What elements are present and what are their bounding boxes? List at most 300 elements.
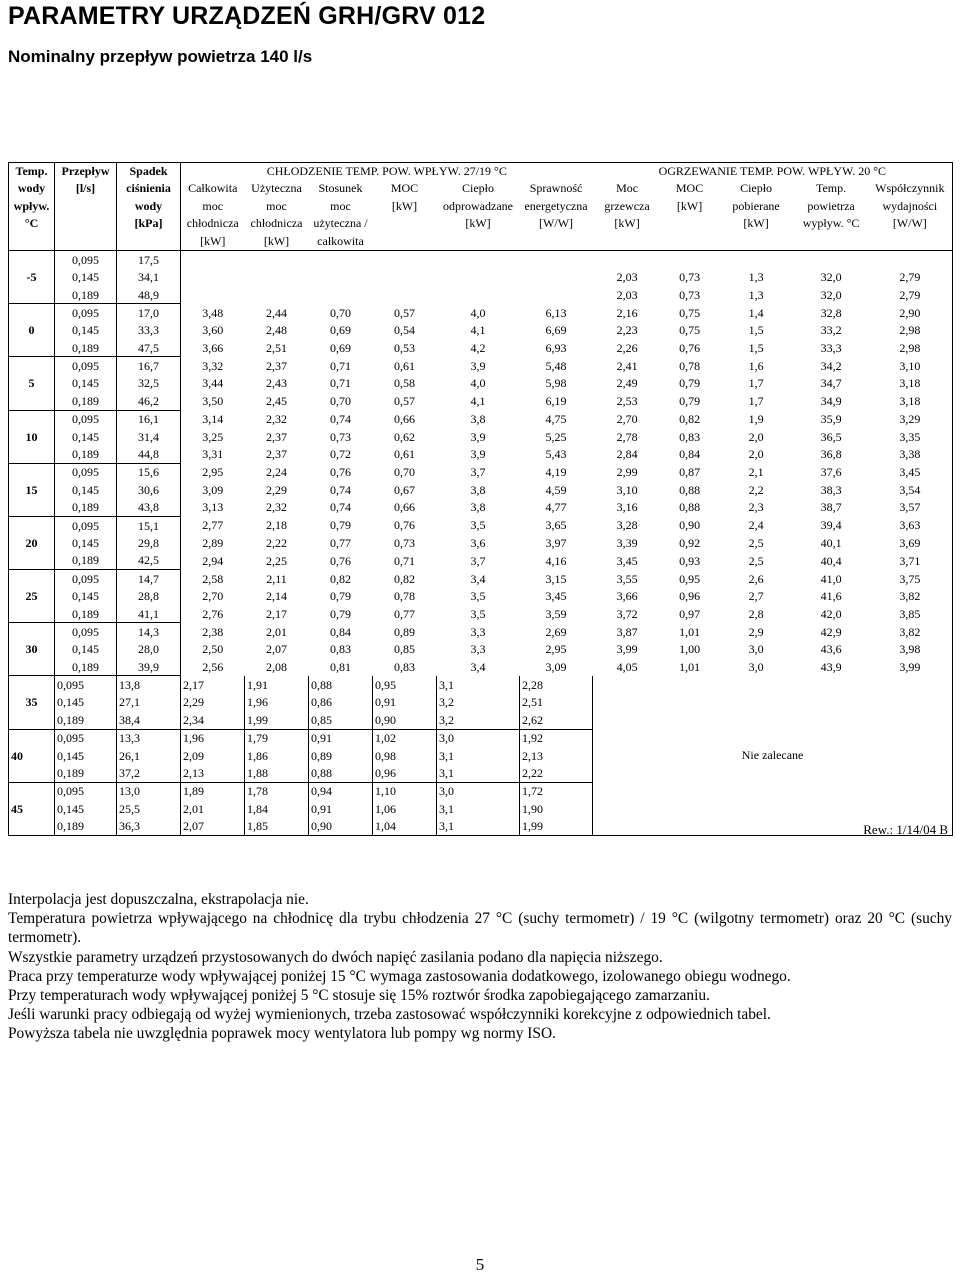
table-row <box>9 658 953 676</box>
cooling-value-cell: 0,61 <box>394 447 415 462</box>
heating-value-cell: 3,38 <box>868 445 953 463</box>
pressure-drop-cell: 15,6 <box>117 463 181 481</box>
heating-value-cell: 3,35 <box>868 428 953 445</box>
cooling-value-cell: 2,29 <box>266 482 287 497</box>
note: Interpolacja jest dopuszczalna, ekstrapolacja nie. <box>8 891 309 908</box>
cooling-value-cell: 4,1 <box>470 394 486 409</box>
flow-cell: 0,189 <box>55 392 117 410</box>
cooling-value-cell: 0,89 <box>394 624 415 639</box>
cooling-value-cell: 1,10 <box>373 782 437 800</box>
cooling-value-cell: 4,1 <box>470 323 486 338</box>
cooling-value-cell: 3,48 <box>202 305 224 320</box>
cooling-value-cell: 1,99 <box>520 818 593 836</box>
table-body <box>9 251 953 836</box>
cooling-value-cell: 3,97 <box>545 535 567 550</box>
cooling-value-cell: 3,50 <box>202 394 224 409</box>
flow-cell: 0,189 <box>55 605 117 623</box>
revision-label: Rew.: 1/14/04 B <box>863 822 948 837</box>
table-row <box>9 481 953 498</box>
heating-value-cell: 2,41 <box>616 358 638 373</box>
heating-value-cell: 0,83 <box>679 429 701 444</box>
cooling-value-cell: 2,37 <box>266 447 287 462</box>
water-temp-cell: 15 <box>9 463 55 516</box>
heating-value-cell: 1,6 <box>748 358 764 373</box>
cooling-value-cell: 0,91 <box>373 694 437 711</box>
cooling-value-cell: 2,14 <box>266 589 287 604</box>
cooling-value-cell: 0,66 <box>394 411 415 426</box>
cooling-value-cell: 0,94 <box>309 782 373 800</box>
heating-value-cell: 0,79 <box>679 394 701 409</box>
cooling-value-cell: 0,73 <box>394 535 415 550</box>
heating-value-cell: 2,78 <box>616 429 638 444</box>
cooling-value-cell: 3,65 <box>545 518 567 533</box>
heating-value-cell: 2,23 <box>616 323 638 338</box>
cooling-value-cell: 3,8 <box>470 411 486 426</box>
heating-value-cell: 40,4 <box>820 553 842 568</box>
flow-cell: 0,189 <box>55 445 117 463</box>
cooling-value-cell: 4,16 <box>545 553 567 568</box>
cooling-value-cell: 0,79 <box>330 518 351 533</box>
cooling-value-cell: 6,13 <box>545 305 567 320</box>
cooling-value-cell: 2,32 <box>266 411 287 426</box>
cooling-value-cell: 5,98 <box>545 376 567 391</box>
cooling-value-cell: 3,1 <box>437 676 520 694</box>
cooling-value-cell: 1,72 <box>520 782 593 800</box>
heating-value-cell: 2,53 <box>616 394 638 409</box>
heating-value-cell: 2,49 <box>616 376 638 391</box>
water-temp-cell: 5 <box>9 357 55 410</box>
cooling-value-cell: 3,8 <box>470 482 486 497</box>
note: Przy temperaturach wody wpływającej poniżej 5 °C stosuje się 15% roztwór środka zapobiegającego zamarzaniu. <box>8 987 710 1005</box>
heating-value-cell: 1,00 <box>679 642 701 657</box>
parameters-table <box>8 162 953 836</box>
table-row <box>9 304 953 322</box>
cooling-value-cell: 3,59 <box>545 606 567 621</box>
heating-value-cell: 2,26 <box>616 340 638 355</box>
heating-value-cell: 43,6 <box>820 642 842 657</box>
heating-value-cell: 39,4 <box>820 518 842 533</box>
heating-value-cell: 2,4 <box>748 518 764 533</box>
pressure-drop-cell: 15,1 <box>117 516 181 534</box>
heating-value-cell: 3,18 <box>868 392 953 410</box>
cooling-value-cell: 2,13 <box>181 764 245 782</box>
cooling-value-cell: 6,69 <box>545 323 567 338</box>
heating-value-cell: 0,84 <box>679 447 701 462</box>
cooling-value-cell: 2,32 <box>266 500 287 515</box>
heating-value-cell: 0,76 <box>679 340 701 355</box>
cooling-value-cell: 0,58 <box>394 376 415 391</box>
pressure-drop-cell: 14,7 <box>117 570 181 588</box>
pressure-drop-cell: 17,5 <box>117 251 181 269</box>
heating-value-cell: 3,75 <box>868 570 953 588</box>
flow-cell: 0,095 <box>55 357 117 375</box>
cooling-value-cell: 2,44 <box>266 305 287 320</box>
pressure-drop-cell: 13,3 <box>117 729 181 747</box>
cooling-value-cell: 4,75 <box>545 411 567 426</box>
heating-value-cell: 0,96 <box>679 589 701 604</box>
cooling-value-cell: 0,76 <box>394 518 415 533</box>
cooling-value-cell: 4,0 <box>470 305 486 320</box>
flow-cell: 0,095 <box>55 676 117 694</box>
heating-value-cell: 35,9 <box>820 411 842 426</box>
heating-value-cell: 2,70 <box>616 411 638 426</box>
table-row <box>9 428 953 445</box>
cooling-value-cell: 3,14 <box>202 411 224 426</box>
heating-value-cell: 2,0 <box>748 429 764 444</box>
cooling-value-cell: 2,17 <box>181 676 245 694</box>
water-temp-cell: 45 <box>9 782 55 835</box>
cooling-value-cell: 1,86 <box>245 747 309 764</box>
cooling-value-cell: 0,53 <box>394 340 415 355</box>
cooling-value-cell: 2,76 <box>202 606 224 621</box>
header-temp: Temp. wody wpływ. °C <box>9 163 55 251</box>
cooling-value-cell: 3,9 <box>470 429 486 444</box>
pressure-drop-cell: 44,8 <box>117 445 181 463</box>
header-cooling-col: Użyteczna moc chłodnicza [kW] <box>245 180 309 250</box>
cooling-value-cell: 1,02 <box>373 729 437 747</box>
cooling-value-cell: 3,0 <box>437 729 520 747</box>
cooling-value-cell: 0,74 <box>330 500 351 515</box>
heating-value-cell: 1,5 <box>748 323 764 338</box>
pressure-drop-cell: 46,2 <box>117 392 181 410</box>
heating-value-cell: 3,99 <box>868 658 953 676</box>
cooling-value-cell: 1,85 <box>245 818 309 836</box>
flow-cell: 0,189 <box>55 711 117 729</box>
heating-value-cell: 3,54 <box>868 481 953 498</box>
pressure-drop-cell: 47,5 <box>117 339 181 357</box>
heating-value-cell: 0,88 <box>679 500 701 515</box>
heating-value-cell: 1,3 <box>748 287 764 302</box>
cooling-value-cell: 4,0 <box>470 376 486 391</box>
cooling-value-cell: 0,72 <box>330 447 351 462</box>
cooling-value-cell: 3,4 <box>470 659 486 674</box>
heating-value-cell: 0,82 <box>679 411 701 426</box>
cooling-value-cell: 0,76 <box>330 553 351 568</box>
heating-value-cell: 3,85 <box>868 605 953 623</box>
cooling-value-cell: 0,82 <box>330 571 351 586</box>
water-temp-cell: 25 <box>9 570 55 623</box>
heating-value-cell: 40,1 <box>820 535 842 550</box>
page-subtitle: Nominalny przepływ powietrza 140 l/s <box>8 47 313 66</box>
heating-value-cell: 3,63 <box>868 516 953 534</box>
cooling-value-cell: 2,18 <box>266 518 287 533</box>
cooling-value-cell: 1,84 <box>245 800 309 817</box>
empty-cooling-cell <box>181 251 593 269</box>
cooling-value-cell: 5,43 <box>545 447 567 462</box>
flow-cell: 0,145 <box>55 481 117 498</box>
heating-value-cell: 2,03 <box>616 287 638 302</box>
cooling-value-cell: 3,60 <box>202 323 224 338</box>
heating-value-cell: 3,69 <box>868 534 953 551</box>
cooling-value-cell: 3,66 <box>202 340 224 355</box>
page-number: 5 <box>475 1255 485 1274</box>
cooling-value-cell: 0,88 <box>309 764 373 782</box>
cooling-value-cell: 3,09 <box>202 482 224 497</box>
cooling-value-cell: 0,79 <box>330 589 351 604</box>
water-temp-cell: -5 <box>9 251 55 304</box>
table-header <box>9 163 953 251</box>
flow-cell: 0,145 <box>55 800 117 817</box>
flow-cell: 0,095 <box>55 304 117 322</box>
cooling-value-cell: 2,01 <box>266 624 287 639</box>
pressure-drop-cell: 39,9 <box>117 658 181 676</box>
heating-value-cell: 33,2 <box>820 323 842 338</box>
cooling-value-cell: 2,56 <box>202 659 224 674</box>
header-heating-group: OGRZEWANIE TEMP. POW. WPŁYW. 20 °C <box>593 163 953 181</box>
heating-value-cell: 1,7 <box>748 376 764 391</box>
cooling-value-cell: 4,59 <box>545 482 567 497</box>
pressure-drop-cell: 32,5 <box>117 375 181 392</box>
cooling-value-cell: 0,54 <box>394 323 415 338</box>
cooling-value-cell: 3,13 <box>202 500 224 515</box>
cooling-value-cell: 1,06 <box>373 800 437 817</box>
cooling-value-cell: 2,50 <box>202 642 224 657</box>
cooling-value-cell: 1,90 <box>520 800 593 817</box>
cooling-value-cell: 5,48 <box>545 358 567 373</box>
pressure-drop-cell: 14,3 <box>117 623 181 641</box>
heating-value-cell: 41,0 <box>820 571 842 586</box>
cooling-value-cell: 0,78 <box>394 589 415 604</box>
cooling-value-cell: 3,6 <box>470 535 486 550</box>
cooling-value-cell: 2,89 <box>202 535 224 550</box>
pressure-drop-cell: 25,5 <box>117 800 181 817</box>
flow-cell: 0,095 <box>55 570 117 588</box>
heating-value-cell: 2,99 <box>616 465 638 480</box>
cooling-value-cell: 0,70 <box>394 465 415 480</box>
cooling-value-cell: 1,96 <box>245 694 309 711</box>
flow-cell: 0,145 <box>55 375 117 392</box>
pressure-drop-cell: 13,8 <box>117 676 181 694</box>
heating-value-cell: 0,95 <box>679 571 701 586</box>
cooling-value-cell: 3,15 <box>545 571 567 586</box>
cooling-value-cell: 3,1 <box>437 818 520 836</box>
heating-value-cell: 2,2 <box>748 482 764 497</box>
page-title: PARAMETRY URZĄDZEŃ GRH/GRV 012 <box>8 2 486 30</box>
cooling-value-cell: 1,89 <box>181 782 245 800</box>
flow-cell: 0,145 <box>55 322 117 339</box>
cooling-value-cell: 3,1 <box>437 800 520 817</box>
cooling-value-cell: 4,19 <box>545 465 567 480</box>
cooling-value-cell: 0,71 <box>394 553 415 568</box>
heating-value-cell: 2,98 <box>868 322 953 339</box>
cooling-value-cell: 3,2 <box>437 711 520 729</box>
cooling-value-cell: 3,44 <box>202 376 224 391</box>
pressure-drop-cell: 34,1 <box>117 268 181 285</box>
cooling-value-cell: 2,11 <box>266 571 287 586</box>
flow-cell: 0,095 <box>55 516 117 534</box>
cooling-value-cell: 2,77 <box>202 518 224 533</box>
cooling-value-cell: 0,74 <box>330 482 351 497</box>
heating-value-cell: 38,3 <box>820 482 842 497</box>
cooling-value-cell: 2,34 <box>181 711 245 729</box>
flow-cell: 0,095 <box>55 410 117 428</box>
heating-value-cell: 32,0 <box>820 270 842 285</box>
table-row <box>9 605 953 623</box>
cooling-value-cell: 3,2 <box>437 694 520 711</box>
heating-value-cell: 1,01 <box>679 624 701 639</box>
cooling-value-cell: 3,32 <box>202 358 224 373</box>
heating-value-cell: 37,6 <box>820 465 842 480</box>
heating-value-cell: 2,79 <box>868 268 953 285</box>
pressure-drop-cell: 17,0 <box>117 304 181 322</box>
cooling-value-cell: 0,96 <box>373 764 437 782</box>
heating-value-cell: 2,84 <box>616 447 638 462</box>
flow-cell: 0,189 <box>55 658 117 676</box>
header-heating-col: Ciepło pobierane [kW] <box>718 180 795 250</box>
water-temp-cell: 35 <box>9 676 55 729</box>
cooling-value-cell: 0,95 <box>373 676 437 694</box>
cooling-value-cell: 0,85 <box>394 642 415 657</box>
cooling-value-cell: 0,83 <box>394 659 415 674</box>
empty-cooling-cell <box>181 268 593 285</box>
cooling-value-cell: 2,38 <box>202 624 224 639</box>
flow-cell: 0,095 <box>55 463 117 481</box>
heating-value-cell: 3,99 <box>616 642 638 657</box>
cooling-value-cell: 0,91 <box>309 800 373 817</box>
cooling-value-cell: 0,71 <box>330 358 351 373</box>
cooling-value-cell: 1,79 <box>245 729 309 747</box>
header-cooling-col: Ciepło odprowadzane [kW] <box>437 180 520 250</box>
table-row <box>9 392 953 410</box>
pressure-drop-cell: 43,8 <box>117 499 181 517</box>
heating-value-cell: 3,82 <box>868 623 953 641</box>
table-row <box>9 445 953 463</box>
cooling-value-cell: 2,22 <box>520 764 593 782</box>
pressure-drop-cell: 28,8 <box>117 587 181 604</box>
cooling-value-cell: 0,73 <box>330 429 351 444</box>
heating-value-cell: 2,6 <box>748 571 764 586</box>
flow-cell: 0,189 <box>55 818 117 836</box>
heating-value-cell: 0,92 <box>679 535 701 550</box>
heating-value-cell: 2,1 <box>748 465 764 480</box>
flow-cell: 0,095 <box>55 251 117 269</box>
table-row <box>9 570 953 588</box>
table-row <box>9 375 953 392</box>
heating-value-cell: 2,8 <box>748 606 764 621</box>
cooling-value-cell: 3,3 <box>470 642 486 657</box>
cooling-value-cell: 6,19 <box>545 394 567 409</box>
table-row <box>9 516 953 534</box>
cooling-value-cell: 2,95 <box>202 465 224 480</box>
heating-value-cell: 2,7 <box>748 589 764 604</box>
cooling-value-cell: 2,01 <box>181 800 245 817</box>
cooling-value-cell: 2,24 <box>266 465 287 480</box>
cooling-value-cell: 0,74 <box>330 411 351 426</box>
pressure-drop-cell: 31,4 <box>117 428 181 445</box>
pressure-drop-cell: 29,8 <box>117 534 181 551</box>
cooling-value-cell: 0,88 <box>309 676 373 694</box>
water-temp-cell: 30 <box>9 623 55 676</box>
cooling-value-cell: 2,62 <box>520 711 593 729</box>
heating-value-cell: 4,05 <box>616 659 638 674</box>
cooling-value-cell: 3,7 <box>470 465 486 480</box>
cooling-value-cell: 0,66 <box>394 500 415 515</box>
cooling-value-cell: 0,77 <box>330 535 351 550</box>
cooling-value-cell: 2,22 <box>266 535 287 550</box>
header-cooling-col: Całkowita moc chłodnicza [kW] <box>181 180 245 250</box>
pressure-drop-cell: 13,0 <box>117 782 181 800</box>
cooling-value-cell: 3,25 <box>202 429 224 444</box>
cooling-value-cell: 0,69 <box>330 323 351 338</box>
heating-value-cell: 3,28 <box>616 518 638 533</box>
cooling-value-cell: 0,57 <box>394 394 415 409</box>
cooling-value-cell: 3,5 <box>470 606 486 621</box>
cooling-value-cell: 3,1 <box>437 747 520 764</box>
heating-value-cell: 2,3 <box>748 500 764 515</box>
heating-value-cell: 3,0 <box>748 659 764 674</box>
cooling-value-cell: 1,78 <box>245 782 309 800</box>
pressure-drop-cell: 38,4 <box>117 711 181 729</box>
cooling-value-cell: 3,5 <box>470 518 486 533</box>
heating-value-cell: 1,4 <box>748 305 764 320</box>
heating-value-cell: 3,72 <box>616 606 638 621</box>
cooling-value-cell: 0,76 <box>330 465 351 480</box>
empty-heating-cell <box>593 251 953 269</box>
water-temp-cell: 0 <box>9 304 55 357</box>
heating-value-cell: 0,90 <box>679 518 701 533</box>
table-row <box>9 623 953 641</box>
cooling-value-cell: 0,90 <box>309 818 373 836</box>
flow-cell: 0,145 <box>55 428 117 445</box>
cooling-value-cell: 2,07 <box>266 642 287 657</box>
heating-value-cell: 42,0 <box>820 606 842 621</box>
cooling-value-cell: 0,67 <box>394 482 415 497</box>
cooling-value-cell: 3,8 <box>470 500 486 515</box>
flow-cell: 0,145 <box>55 587 117 604</box>
cooling-value-cell: 2,43 <box>266 376 287 391</box>
heating-value-cell: 2,9 <box>748 624 764 639</box>
cooling-value-cell: 3,4 <box>470 571 486 586</box>
notes <box>8 890 952 1044</box>
pressure-drop-cell: 42,5 <box>117 552 181 570</box>
heating-value-cell: 0,75 <box>679 323 701 338</box>
cooling-value-cell: 1,88 <box>245 764 309 782</box>
heating-value-cell: 0,87 <box>679 465 701 480</box>
table-row <box>9 357 953 375</box>
heating-value-cell: 2,16 <box>616 305 638 320</box>
heating-value-cell: 42,9 <box>820 624 842 639</box>
pressure-drop-cell: 30,6 <box>117 481 181 498</box>
header-heating-col: MOC [kW] <box>662 180 718 250</box>
note: Praca przy temperaturze wody wpływającej poniżej 15 °C wymaga zastosowania dodatkowego, izolowanego obiegu wodnego. <box>8 967 791 985</box>
pressure-drop-cell: 28,0 <box>117 641 181 658</box>
header-heating-col: Współczynnik wydajności [W/W] <box>868 180 953 250</box>
cooling-value-cell: 0,69 <box>330 340 351 355</box>
heating-value-cell: 3,10 <box>616 482 638 497</box>
water-temp-cell: 10 <box>9 410 55 463</box>
heating-value-cell: 38,7 <box>820 500 842 515</box>
pressure-drop-cell: 16,7 <box>117 357 181 375</box>
cooling-value-cell: 0,86 <box>309 694 373 711</box>
heating-value-cell: 36,8 <box>820 447 842 462</box>
pressure-drop-cell: 37,2 <box>117 764 181 782</box>
heating-value-cell: 3,10 <box>868 357 953 375</box>
flow-cell: 0,095 <box>55 729 117 747</box>
cooling-value-cell: 2,13 <box>520 747 593 764</box>
cooling-value-cell: 0,98 <box>373 747 437 764</box>
heating-value-cell: 43,9 <box>820 659 842 674</box>
heating-value-cell: 3,66 <box>616 589 638 604</box>
cooling-value-cell: 3,1 <box>437 764 520 782</box>
cooling-value-cell: 3,9 <box>470 358 486 373</box>
cooling-value-cell: 2,08 <box>266 659 287 674</box>
cooling-value-cell: 2,29 <box>181 694 245 711</box>
heating-value-cell: 1,3 <box>748 270 764 285</box>
header-cooling-group: CHŁODZENIE TEMP. POW. WPŁYW. 27/19 °C <box>181 163 593 181</box>
flow-cell: 0,189 <box>55 552 117 570</box>
heating-value-cell: 2,5 <box>748 553 764 568</box>
cooling-value-cell: 6,93 <box>545 340 567 355</box>
